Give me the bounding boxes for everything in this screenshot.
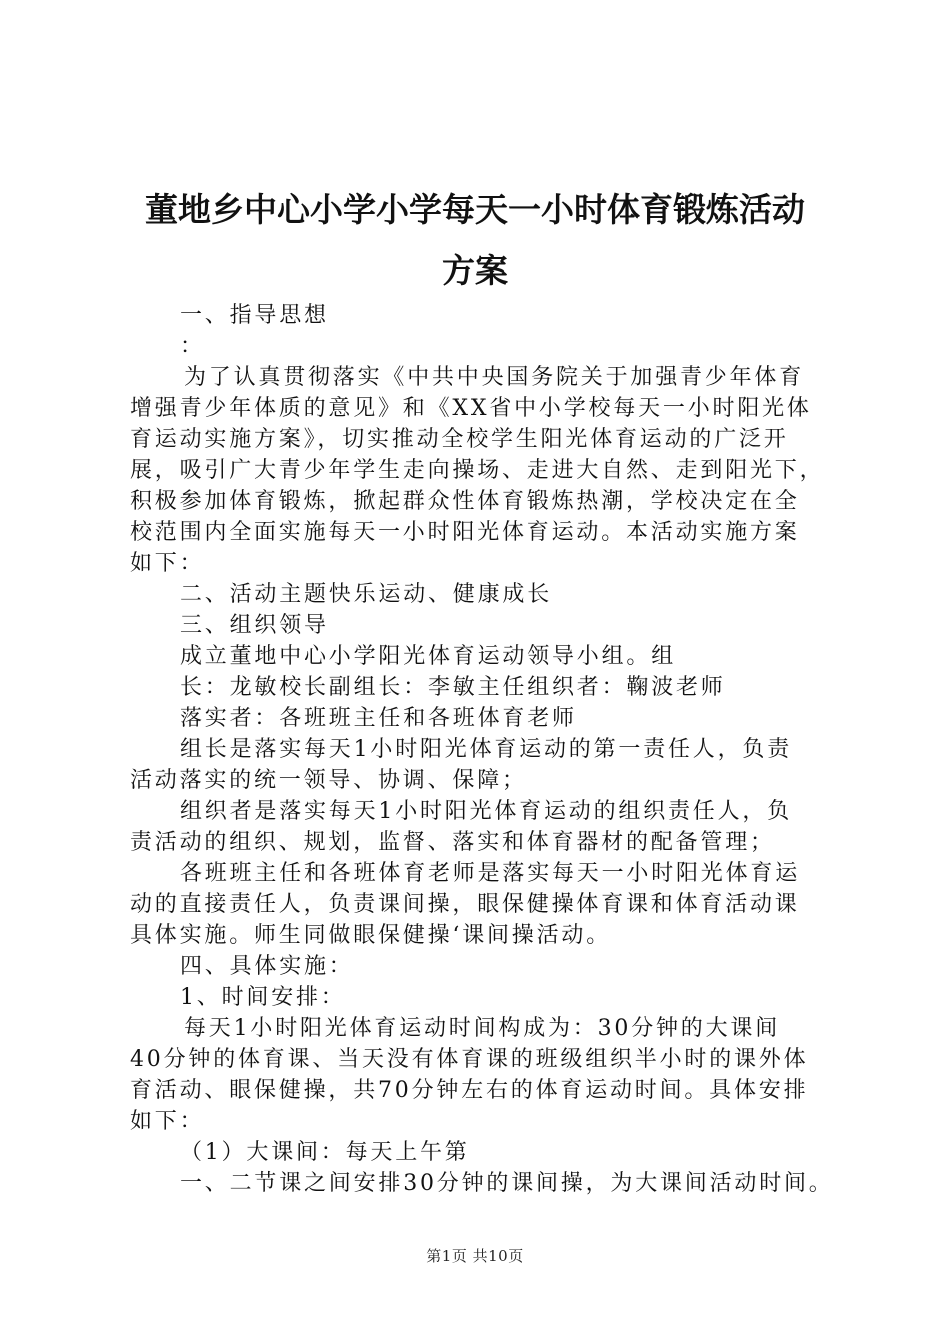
paragraph-line: 积极参加体育锻炼，掀起群众性体育锻炼热潮，学校决定在全 (130, 489, 800, 514)
paragraph-line: （1）大课间：每天上午第 (180, 1140, 470, 1165)
paragraph-line: ： (180, 334, 205, 359)
section-heading: 一、指导思想 (180, 303, 329, 328)
paragraph-line: 如下： (130, 551, 205, 576)
document-title-line-1: 董地乡中心小学小学每天一小时体育锻炼活动 (145, 190, 805, 229)
document-title-line-2: 方案 (442, 251, 508, 290)
paragraph-line: 动的直接责任人，负责课间操，眼保健操体育课和体育活动课 (130, 892, 800, 917)
paragraph-line: 活动落实的统一领导、协调、保障； (130, 768, 527, 793)
section-heading: 四、具体实施： (180, 954, 354, 979)
paragraph-line: 成立董地中心小学阳光体育运动领导小组。组 (180, 644, 677, 669)
subsection-heading: 1、时间安排： (180, 985, 346, 1010)
paragraph-line: 组织者是落实每天1小时阳光体育运动的组织责任人，负 (180, 799, 792, 824)
paragraph-line: 每天1小时阳光体育运动时间构成为：30分钟的大课间 (184, 1016, 780, 1041)
section-heading: 二、活动主题快乐运动、健康成长 (180, 582, 553, 607)
paragraph-line: 组长是落实每天1小时阳光体育运动的第一责任人，负责 (180, 737, 792, 762)
page-number-footer: 第1页 共10页 (426, 1247, 524, 1265)
paragraph-line: 落实者：各班班主任和各班体育老师 (180, 706, 577, 731)
paragraph-line: 具体实施。师生同做眼保健操‘课间操活动。 (130, 923, 611, 948)
paragraph-line: 校范围内全面实施每天一小时阳光体育运动。本活动实施方案 (130, 520, 800, 545)
paragraph-line: 育运动实施方案》，切实推动全校学生阳光体育运动的广泛开 (130, 427, 789, 452)
paragraph-line: 为了认真贯彻落实《中共中央国务院关于加强青少年体育 (184, 365, 805, 390)
paragraph-line: 增强青少年体质的意见》和《XX省中小学校每天一小时阳光体 (130, 396, 812, 421)
paragraph-line: 40分钟的体育课、当天没有体育课的班级组织半小时的课外体 (130, 1047, 809, 1072)
paragraph-line: 各班班主任和各班体育老师是落实每天一小时阳光体育运 (180, 861, 801, 886)
document-body (130, 300, 834, 1199)
paragraph-line: 一、二节课之间安排30分钟的课间操，为大课间活动时间。 (180, 1171, 834, 1196)
paragraph-line: 长：龙敏校长副组长：李敏主任组织者：鞠波老师 (180, 675, 726, 700)
section-heading: 三、组织领导 (180, 613, 329, 638)
paragraph-line: 如下： (130, 1109, 205, 1134)
paragraph-line: 展，吸引广大青少年学生走向操场、走进大自然、走到阳光下， (130, 458, 825, 483)
paragraph-line: 责活动的组织、规划，监督、落实和体育器材的配备管理； (130, 830, 775, 855)
paragraph-line: 育活动、眼保健操，共70分钟左右的体育运动时间。具体安排 (130, 1078, 809, 1103)
